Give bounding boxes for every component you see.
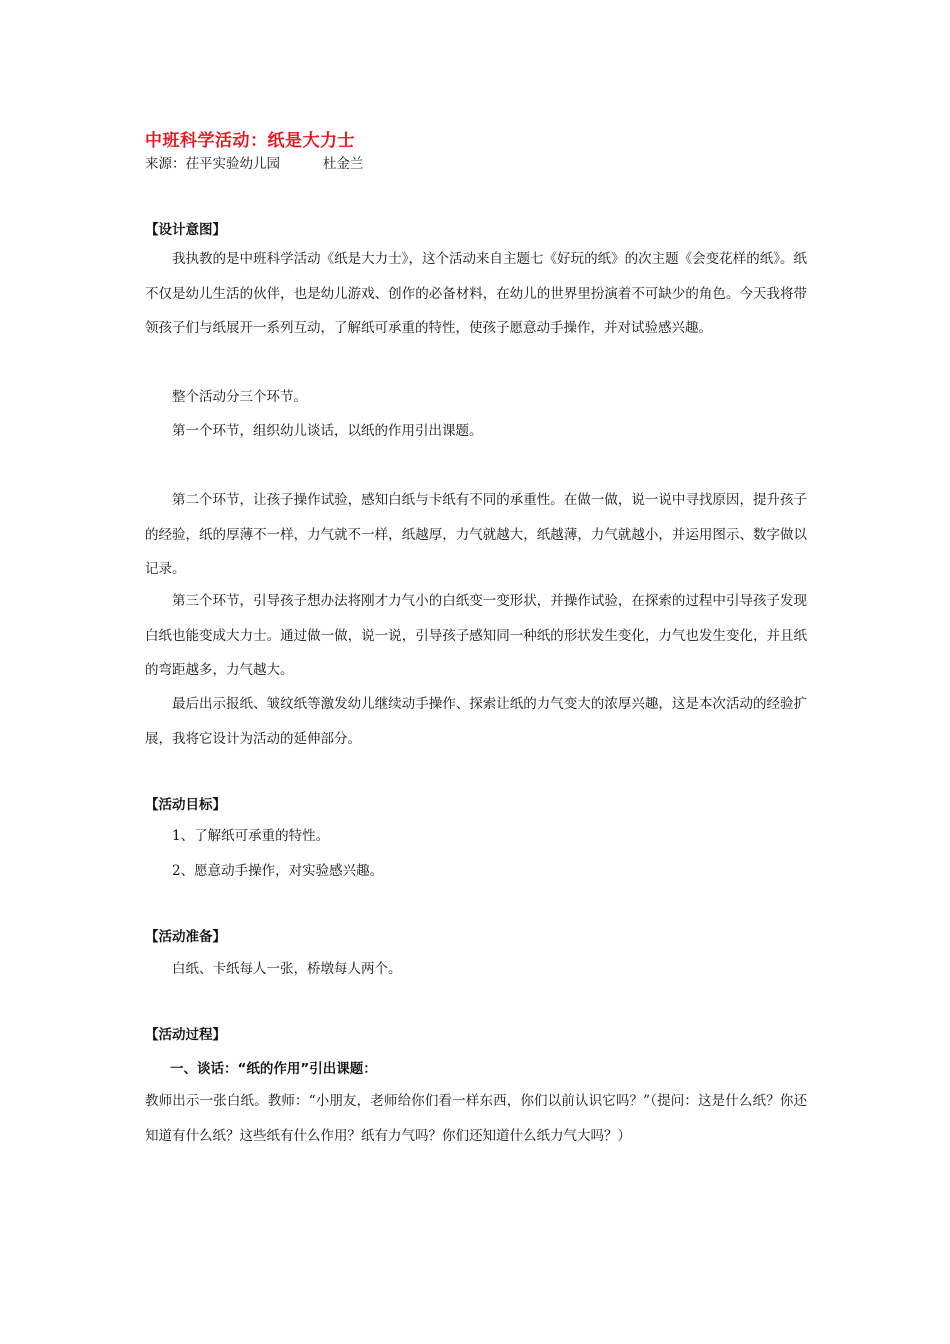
prep-paragraph: 白纸、卡纸每人一张，桥墩每人两个。 — [172, 961, 402, 977]
process-paragraph-1: 教师出示一张白纸。教师：“小朋友，老师给你们看一样东西，你们以前认识它吗？”（提问：这是什么纸？你还知道有什么纸？这些纸有什么作用？纸有力气吗？你们还知道什么纸力气大吗？） — [145, 1093, 807, 1144]
goal-item-1: 1、了解纸可承重的特性。 — [172, 828, 330, 844]
goal-item-2: 2、愿意动手操作，对实验感兴趣。 — [172, 863, 384, 879]
design-paragraph-2: 整个活动分三个环节。 — [172, 389, 307, 405]
design-paragraph-3: 第一个环节，组织幼儿谈话，以纸的作用引出课题。 — [172, 423, 483, 439]
design-paragraph-5: 第三个环节，引导孩子想办法将刚才力气小的白纸变一变形状，并操作试验，在探索的过程中引导孩子发现白纸也能变成大力士。通过做一做，说一说，引导孩子感知同一种纸的形状发生变化，力气也发生变化，并且纸的弯距越多，力气越大。 — [145, 593, 807, 678]
design-heading: 【设计意图】 — [145, 222, 226, 238]
process-step-1: 一、谈话：“纸的作用”引出课题： — [170, 1061, 377, 1077]
prep-heading: 【活动准备】 — [145, 929, 226, 945]
design-paragraph-4: 第二个环节，让孩子操作试验，感知白纸与卡纸有不同的承重性。在做一做，说一说中寻找原因，提升孩子的经验，纸的厚薄不一样，力气就不一样，纸越厚，力气就越大，纸越薄，力气就越小，并运用图示、数字做以记录。 — [145, 492, 807, 577]
document-title: 中班科学活动：纸是大力士 — [145, 131, 355, 151]
design-paragraph-6: 最后出示报纸、皱纹纸等激发幼儿继续动手操作、探索让纸的力气变大的浓厚兴趣，这是本次活动的经验扩展，我将它设计为活动的延伸部分。 — [145, 696, 807, 747]
process-heading: 【活动过程】 — [145, 1027, 226, 1043]
goals-heading: 【活动目标】 — [145, 797, 226, 813]
design-paragraph-1: 我执教的是中班科学活动《纸是大力士》，这个活动来自主题七《好玩的纸》的次主题《会变花样的纸》。纸不仅是幼儿生活的伙伴，也是幼儿游戏、创作的必备材料，在幼儿的世界里扮演着不可缺少的角色。今天我将带领孩子们与纸展开一系列互动，了解纸可承重的特性，使孩子愿意动手操作，并对试验感兴趣。 — [145, 251, 807, 336]
document-source: 来源：茌平实验幼儿园 杜金兰 — [145, 156, 364, 172]
